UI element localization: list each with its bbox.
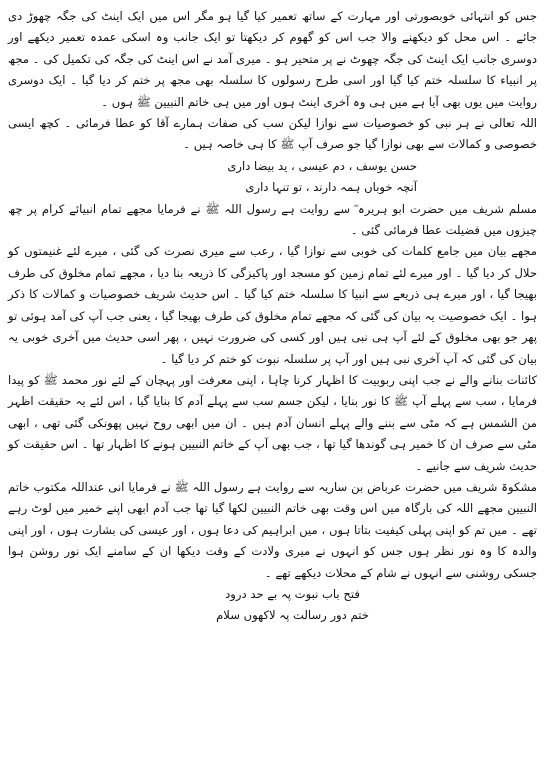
- document-page: [8, 6, 537, 756]
- paragraph-six-virtues: مجھے بیان میں جامع کلمات کی خوبی سے نوازا گیا ، رعب سے میری نصرت کی گئی ، میرے لئے غنیمتوں کو حلال کر دیا گیا ۔ اور میرے لئے تمام زمین کو مسجد اور پاکیزگی کا ذریعہ بنا دیا ، مجھے تمام مخلوق کی طرف بھیجا گیا ، اور میرے ہی ذریعے سے انبیا کا سلسلہ ختم کیا گیا ۔ اس حدیث شریف خصوصیات و کمالات کا ذکر ہوا ۔ ایک خصوصیت یہ بیان کی گئی کہ مجھے تمام مخلوق کی طرف بھیجا گیا ، یعنی جب آپ کی آمد ہوئی تو پھر جو بھی مخلوق کے لئے آپ ہی نبی ہیں اور کسی کی ضرورت نہیں ، پھر اسی حدیث میں آخری خوبی یہ بیان کی گئی کہ آپ آخری نبی ہیں اور آپ پر سلسلہ نبوت کو ختم کر دیا گیا ۔: [8, 244, 537, 366]
- persian-verse: [8, 156, 537, 199]
- paragraph-muslim-hadith: مسلم شریف میں حضرت ابو ہریرہ ؓ سے روایت ہے رسول اللہ ﷺ نے فرمایا مجھے تمام انبیائے کرام پر چھ چیزوں میں فضیلت عطا فرمائی گئی ۔: [8, 201, 537, 238]
- couplet-line: ختم دور رسالت پہ لاکھوں سلام: [216, 608, 369, 623]
- paragraph-mishkat-hadith: مشکوۃ شریف میں حضرت عرباض بن ساریہ سے روایت ہے رسول اللہ ﷺ نے فرمایا انی عنداللہ مکتوب خاتم النبیین مجھے اللہ کی بارگاہ میں اس وقت بھی خاتم النبیین لکھا گیا تھا جب آدم ابھی اپنے خمیر میں لوٹ رہے تھے ۔ میں تم کو اپنی پہلی کیفیت بتاتا ہوں ، میں ابراہیم کی دعا ہوں ، اور عیسی کی بشارت ہوں ، اور اپنی والدہ کا وہ نور نظر ہوں جس کو انہوں نے میری ولادت کے وقت دیکھا ان کے سامنے ایک نور روشن ہوا جسکی روشنی سے انہوں نے شام کے محلات دیکھے تھے ۔: [8, 479, 537, 580]
- verse-line: آنچہ خوباں ہمہ دارند ، تو تنہا داری: [245, 180, 417, 195]
- verse-line: حسن یوسف ، دم عیسی ، ید بیضا داری: [227, 158, 417, 173]
- paragraph-prophet-qualities: اللہ تعالی نے ہر نبی کو خصوصیات سے نوازا لیکن سب کی صفات ہمارے آقا کو عطا فرمائی ۔ کچھ ایسی خصوصی و کمالات سے بھی نوازا گیا جو صرف آپ ﷺ کا ہی خاصہ ہیں ۔: [8, 116, 537, 152]
- couplet-line: فتح باب نبوت پہ بے حد درود: [225, 586, 360, 601]
- closing-couplet: [8, 584, 537, 627]
- paragraph-palace-parable: جس کو انتہائی خوبصورتی اور مہارت کے ساتھ تعمیر کیا گیا ہو مگر اس میں ایک اینٹ کی جگہ چھوڑ دی جائے ۔ اس محل کو دیکھنے والا جب اس کو گھوم کر دیکھتا تو ایک جانب وہ اسکی عمدہ تعمیر دیکھے اور دوسری جانب ایک اینٹ کی جگہ چھوٹ نے پر متحیر ہو ۔ میری آمد نے اس اینٹ کی جگہ کی تکمیل کی ۔ مجھ پر انبیاء کا سلسلہ ختم کیا گیا اور اسی طرح رسولوں کا سلسلہ بھی مجھ پر ختم کر دیا گیا ۔ ایک دوسری روایت میں یوں بھی آیا ہے میں ہی وہ آخری اینٹ ہوں اور میں ہی خاتم النبیین ﷺ ہوں ۔: [8, 9, 537, 109]
- paragraph-creation-light: کائنات بنانے والے نے جب اپنی ربوبیت کا اظہار کرنا چاہا ، اپنی معرفت اور پہچان کے لئے نور محمد ﷺ کو پیدا فرمایا ، سب سے پہلے آپ ﷺ کا نور بنایا ، لیکن جسم سب سے پہلے آدم کا بنایا گیا ، اس لئے یہ حقیقت اظہر من الشمس ہے کہ مٹی سے بننے والے پہلے انسان آدم ہیں ۔ ان میں ابھی روح نہیں پھونکی گئی تھی ، ابھی مٹی سے صرف ان کا خمیر ہی گوندھا گیا تھا ، جب بھی آپ کے خاتم النبیین ہونے کا اظہار تھا ۔ اس حقیقت کو حدیث شریف سے جانیے ۔: [8, 372, 537, 473]
